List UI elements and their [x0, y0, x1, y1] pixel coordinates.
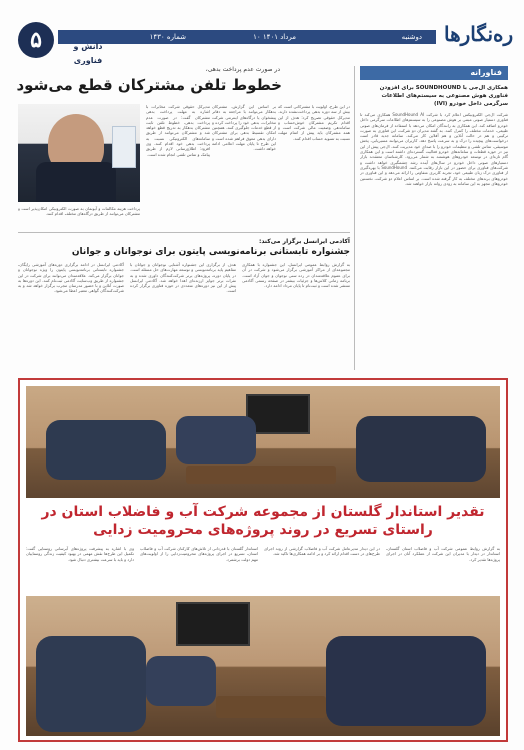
guests-middle: [176, 416, 256, 464]
academy-col-1: به گزارش روابط عمومی ایرانسل، این جشنواره با همکاری مجموعه‌ای از مراکز آموزشی برگزار می‌شود و شرکت در آن برای عموم علاقه‌مندان در رده سنی نوجوان و جوان آزاد است. برنامه زمانی کلاس‌ها و جزئیات بیشتر در صفحه رسمی آکادمی منتشر شده است و ثبت‌نام تا پایان مرداد ادامه دارد.: [242, 262, 350, 289]
photo-caption-text: پرداخت هزینه مکالمات و آبونمان به صورت الکترونیکی امکان‌پذیر است و مشترکان می‌توانند از طریق درگاه‌های مختلف اقدام کنند.: [18, 206, 140, 217]
guests-left: [46, 420, 166, 480]
tv-screen-bottom: [176, 602, 250, 646]
meeting-photo-bottom: [26, 596, 500, 736]
officials-bottom: [326, 636, 486, 726]
feature-col-1: به گزارش روابط عمومی شرکت آب و فاضلاب استان گلستان، استاندار در دیدار با مدیران این شرکت از عملکرد آنان در اجرای پروژه‌ها تقدیر کرد.: [386, 546, 500, 562]
issue-number: شماره ۱۴۳۰: [149, 33, 186, 41]
page-number: ۵: [18, 22, 54, 58]
academy-col-2: هدف از برگزاری این جشنواره آشنایی نوجوانان و جوانان با مفاهیم پایه برنامه‌نویسی و توسعه مهارت‌های حل مسئله است. در پایان دوره، پروژه‌های برتر شرکت‌کنندگان داوری شده و به نفرات برتر جوایز ارزنده‌ای اهدا خواهد شد. آکادمی ایرانسل پیش از این نیز دوره‌های متعددی در حوزه فناوری برگزار کرده است.: [130, 262, 236, 294]
story-col-3: مدیرکل حقوقی شرکت مخابرات با اشاره به مهلت پرداخت بدهی مشترکان گفت: در صورت عدم پرداخت بدهی، خطوط تلفن ثابت مشترکان بدهکار به تدریج قطع خواهد شد و مشترکان می‌توانند از طریق سامانه‌های الکترونیکی نسبت به پرداخت بدهی خود اقدام کنند. وی افزود: اطلاع‌رسانی لازم از طریق پیامک و تماس تلفنی انجام شده است.: [146, 104, 210, 157]
story-kicker: در صورت عدم پرداخت بدهی،: [205, 66, 280, 73]
story-col-1: در این طرح، اولویت با مشترکانی است که بیش از سه دوره بدهی پرداخت‌نشده دارند. مدیرکل حقوقی تصریح کرد: هدف از این اقدام تکریم مشترکان خوش‌حساب و ساماندهی وضعیت مالی شرکت است و همه مشترکان باید پیش از اتمام مهلت نسبت به تسویه حساب اقدام کنند.: [278, 104, 350, 141]
portrait-flag: [112, 126, 136, 168]
meeting-table: [186, 466, 336, 484]
story-headline: خطوط تلفن مشترکان قطع می‌شود: [16, 76, 282, 94]
academy-kicker: آکادمی ایرانسل برگزار می‌کند:: [258, 238, 350, 245]
portrait-suit: [36, 162, 116, 202]
story-col-2: بر اساس این گزارش، مشترکان بدهکار می‌توانند با مراجعه به دفاتر پیشخوان یا درگاه‌های اینترنتی شرکت مخابرات، بدهی خود را پرداخت کرده و از قطع خدمات جلوگیری کنند. همچنین امکان تقسیط بدهی برای مشترکان دارای بدهی معوق فراهم شده است و این طرح تا پایان مهلت اعلامی ادامه خواهد داشت.: [212, 104, 276, 152]
meeting-photo-top: [26, 386, 500, 498]
sidebar-divider: [354, 66, 355, 370]
feature-col-2: در این دیدار مدیرعامل شرکت آب و فاضلاب گزارشی از روند اجرای طرح‌های در دست اقدام ارائه کرد و بر ادامه همکاری‌ها تاکید شد.: [264, 546, 380, 557]
page-header: [0, 0, 524, 65]
section-label: دانش و فناوری: [73, 42, 103, 65]
issue-date: ۱۰ مرداد ۱۴۰۱: [253, 33, 296, 41]
academy-headline: جشنواره تابستانی برنامه‌نویسی پایتون برای نوجوانان و جوانان: [71, 247, 350, 257]
feature-headline: تقدیر استاندار گلستان از مجموعه شرکت آب و فاضلاب استان در راستای تسریع در روند پروژه‌های محرومیت زدایی: [41, 504, 485, 538]
guest-middle: [146, 656, 216, 706]
officials-right: [356, 416, 486, 482]
academy-col-3: آکادمی ایرانسل در ادامه برگزاری دوره‌های آموزشی رایگان، جشنواره تابستانی برنامه‌نویسی پایتون را ویژه نوجوانان و جوانان برگزار می‌کند. علاقه‌مندان می‌توانند برای شرکت در این جشنواره از طریق وب‌سایت آکادمی ثبت‌نام کنند. این دوره‌ها به صورت آنلاین و با حضور مدرسان مجرب برگزار خواهد شد و به شرکت‌کنندگان گواهی معتبر اعطا می‌شود.: [18, 262, 124, 294]
feature-col-3: استاندار گلستان با قدردانی از تلاش‌های کارکنان شرکت آب و فاضلاب استان، تسریع در اجرای پروژه‌های محرومیت‌زدایی را از اولویت‌های مهم دولت برشمرد.: [140, 546, 258, 562]
sidebar-subtitle: همکاری ال‌جی با SOUNDHOUND برای افزودن فناوری هوش مصنوعی به سیستم‌های اطلاعات سرگرمی داخل خودرو (IVI): [379, 85, 508, 107]
feature-col-4: وی با اشاره به پیشرفت پروژه‌های آبرسانی روستایی گفت: تکمیل این طرح‌ها نقش مهمی در بهبود کیفیت زندگی روستاییان دارد و باید با سرعت بیشتری دنبال شود.: [26, 546, 134, 562]
sidebar-title: فناورانه: [360, 66, 508, 80]
newspaper-logo: ره‌نگارها: [444, 22, 514, 46]
issue-day: دوشنبه: [401, 33, 422, 41]
table-bottom: [216, 696, 326, 718]
guest-foreground: [36, 636, 146, 732]
story-divider: [18, 232, 350, 233]
official-portrait-photo: [18, 104, 140, 202]
sidebar-body: شرکت ال‌جی الکترونیکس اعلام کرد با شرکت SoundHound AI همکاری می‌کند تا فناوری دستیار صوتی مبتنی بر هوش مصنوعی را به سیستم‌های اطلاعات سرگرمی داخل خودرو اضافه کند. این همکاری به رانندگان امکان می‌دهد با استفاده از فرمان‌های صوتی طبیعی، خدمات مختلف را کنترل کنند. به گفته مدیران دو شرکت، این فناوری به صورت ترکیبی و هم در حالت آنلاین و هم آفلاین کار می‌کند. سامانه جدید قادر است درخواست‌های پیچیده را درک و به سرعت پاسخ دهد. کاربران می‌توانند مسیریابی، پخش موسیقی، تماس تلفنی و تنظیمات خودرو را با صدای خود مدیریت کنند. ال‌جی پیش از این نیز در حوزه قطعات و سامانه‌های خودرو فعالیت گسترده‌ای داشته است و این همکاری گام تازه‌ای در توسعه خودروهای هوشمند به شمار می‌رود. کارشناسان معتقدند بازار دستیارهای صوتی داخل خودرو در سال‌های آینده رشد چشمگیری خواهد داشت و شرکت‌های فناوری برای حضور در این بازار رقابت می‌کنند. SoundHound با بهره‌گیری از فناوری درک زبان طبیعی خود، تجربه کاربری متفاوتی را ارائه می‌دهد و این فناوری در خودروهای برندهای مختلف به کار گرفته شده است. بر اساس اعلام دو شرکت، نخستین خودروهای مجهز به این سامانه به زودی روانه بازار خواهند شد.: [360, 112, 508, 186]
